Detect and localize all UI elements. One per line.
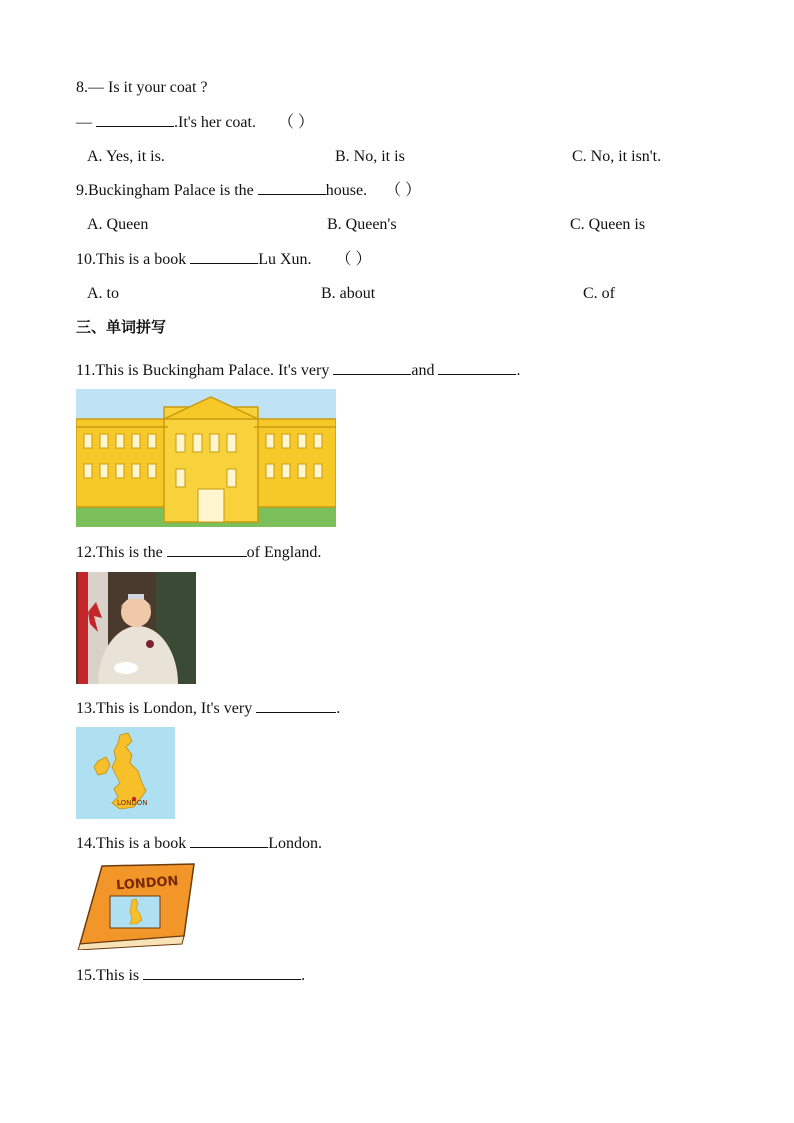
q8-answer-paren[interactable]: （ ） xyxy=(277,114,314,131)
buckingham-palace-image xyxy=(76,389,336,527)
q14-prefix: 14.This is a book xyxy=(76,835,191,852)
q8-option-a[interactable]: A. Yes, it is. xyxy=(87,148,165,165)
q10-answer-blank[interactable] xyxy=(190,249,258,264)
q14-suffix: London. xyxy=(268,835,322,852)
uk-map-image xyxy=(76,727,175,819)
q13-text xyxy=(76,698,340,719)
q9-answer-blank[interactable] xyxy=(258,180,326,195)
q9-stem-suffix: house. xyxy=(325,182,368,199)
q10-stem-suffix: Lu Xun. xyxy=(258,251,312,268)
q10-stem xyxy=(76,249,372,270)
q9-answer-paren[interactable]: （ ） xyxy=(385,182,422,199)
london-book-image xyxy=(76,862,196,950)
q11-middle: and xyxy=(411,362,439,379)
section-3-title: 三、单词拼写 xyxy=(76,318,167,336)
q10-option-b[interactable]: B. about xyxy=(321,285,376,302)
q11-blank-1[interactable] xyxy=(333,360,411,375)
q8-reply-suffix: .It's her coat. xyxy=(174,114,256,131)
q8-answer-blank[interactable] xyxy=(96,112,174,127)
q11-suffix: . xyxy=(516,362,521,379)
q11-blank-2[interactable] xyxy=(438,360,516,375)
map-london-label: LONDON xyxy=(117,799,148,807)
q15-suffix: . xyxy=(301,967,306,984)
queen-photo xyxy=(76,572,196,684)
q12-blank[interactable] xyxy=(167,542,247,557)
q9-option-a[interactable]: A. Queen xyxy=(87,216,149,233)
q15-blank[interactable] xyxy=(143,965,301,980)
q10-stem-prefix: 10.This is a book xyxy=(76,251,191,268)
q8-reply-prefix: — xyxy=(76,114,96,131)
q8-reply xyxy=(76,112,314,133)
q8-stem: 8.— Is it your coat ? xyxy=(76,79,208,96)
q11-text xyxy=(76,360,520,381)
q10-answer-paren[interactable]: （ ） xyxy=(335,251,372,268)
book-title-text: LONDON xyxy=(115,874,179,894)
q10-option-a[interactable]: A. to xyxy=(87,285,119,302)
q10-option-c[interactable]: C. of xyxy=(583,285,615,302)
q11-prefix: 11.This is Buckingham Palace. It's very xyxy=(76,362,334,379)
q9-option-b[interactable]: B. Queen's xyxy=(327,216,397,233)
q14-blank[interactable] xyxy=(190,833,268,848)
q9-stem-prefix: 9.Buckingham Palace is the xyxy=(76,182,258,199)
q15-text xyxy=(76,965,305,986)
q12-suffix: of England. xyxy=(246,544,322,561)
q12-text xyxy=(76,542,321,563)
q13-prefix: 13.This is London, It's very xyxy=(76,700,257,717)
q13-suffix: . xyxy=(336,700,341,717)
q12-prefix: 12.This is the xyxy=(76,544,167,561)
q9-option-c[interactable]: C. Queen is xyxy=(570,216,646,233)
q8-option-b[interactable]: B. No, it is xyxy=(335,148,405,165)
q15-prefix: 15.This is xyxy=(76,967,144,984)
q9-stem xyxy=(76,180,421,201)
q13-blank[interactable] xyxy=(256,698,336,713)
q14-text xyxy=(76,833,322,854)
q8-option-c[interactable]: C. No, it isn't. xyxy=(572,148,662,165)
